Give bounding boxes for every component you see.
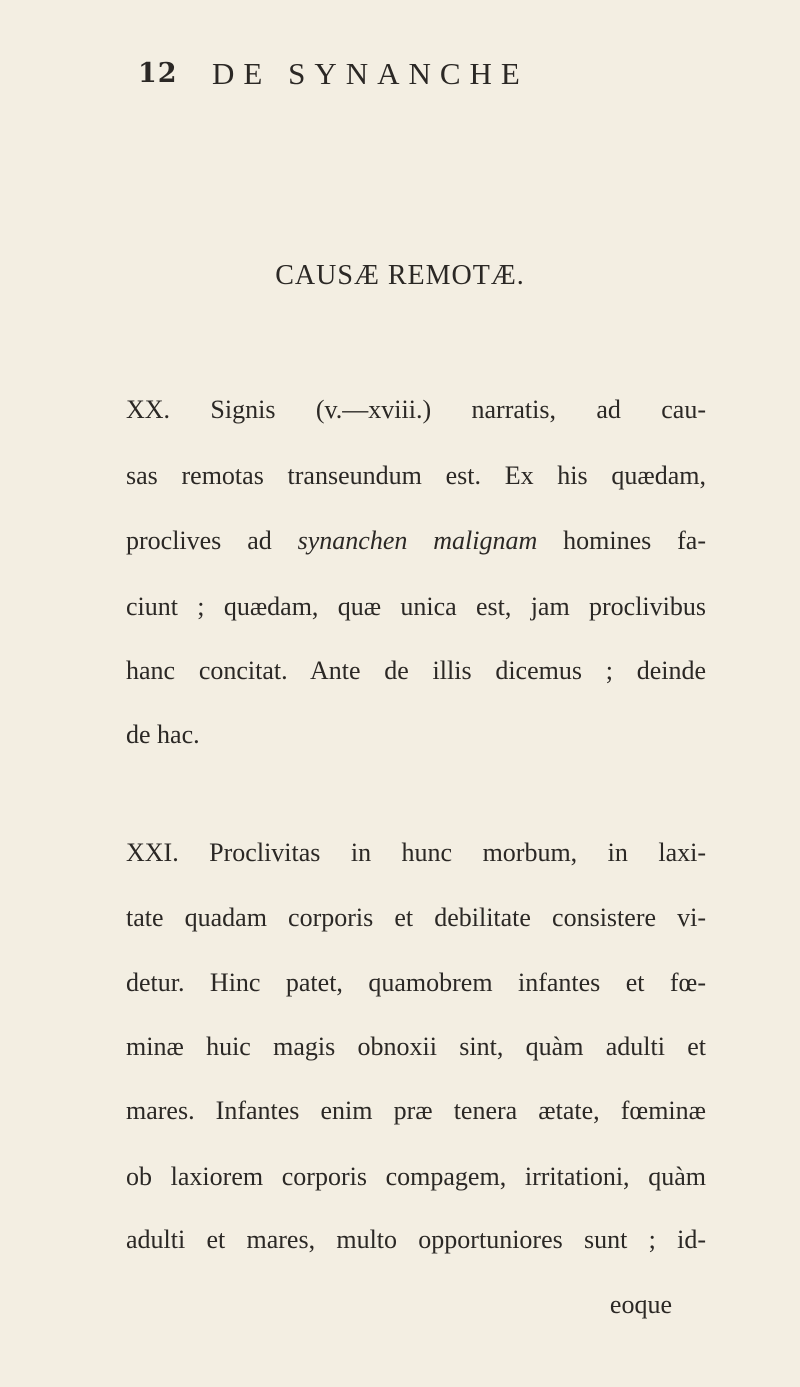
paragraph-xx-line-6: de hac.: [126, 720, 200, 749]
paragraph-xxi-line-2: tate quadam corporis et debilitate consistere vi-: [126, 903, 706, 932]
paragraph-xx-line-2: sas remotas transeundum est. Ex his quædam,: [126, 461, 706, 490]
paragraph-xx-line-1: XX. Signis (v.—xviii.) narratis, ad cau-: [126, 395, 706, 424]
paragraph-xxi-line-6: ob laxiorem corporis compagem, irritationi, quàm: [126, 1162, 706, 1191]
paragraph-xxi-line-5: mares. Infantes enim præ tenera ætate, fœminæ: [126, 1096, 706, 1125]
paragraph-xx-line-3: [126, 526, 706, 556]
page-number: 12: [138, 58, 178, 89]
paragraph-xx-line-3-start: proclives ad: [126, 526, 298, 555]
section-heading: CAUSÆ REMOTÆ.: [275, 260, 525, 291]
paragraph-xx-line-4: ciunt ; quædam, quæ unica est, jam proclivibus: [126, 592, 706, 621]
italic-phrase: synanchen malignam: [297, 526, 538, 555]
paragraph-xx-line-3-end: homines fa-: [537, 526, 707, 555]
running-head: DE SYNANCHE: [212, 56, 529, 91]
paragraph-xxi-line-1: XXI. Proclivitas in hunc morbum, in laxi-: [126, 838, 706, 867]
paragraph-xxi-line-3: detur. Hinc patet, quamobrem infantes et fœ-: [126, 968, 706, 997]
catchword: eoque: [609, 1290, 672, 1319]
paragraph-xx-line-5: hanc concitat. Ante de illis dicemus ; deinde: [126, 656, 706, 685]
paragraph-xxi-line-7: adulti et mares, multo opportuniores sunt ; id-: [126, 1225, 706, 1254]
paragraph-xxi-line-4: minæ huic magis obnoxii sint, quàm adulti et: [126, 1032, 706, 1061]
